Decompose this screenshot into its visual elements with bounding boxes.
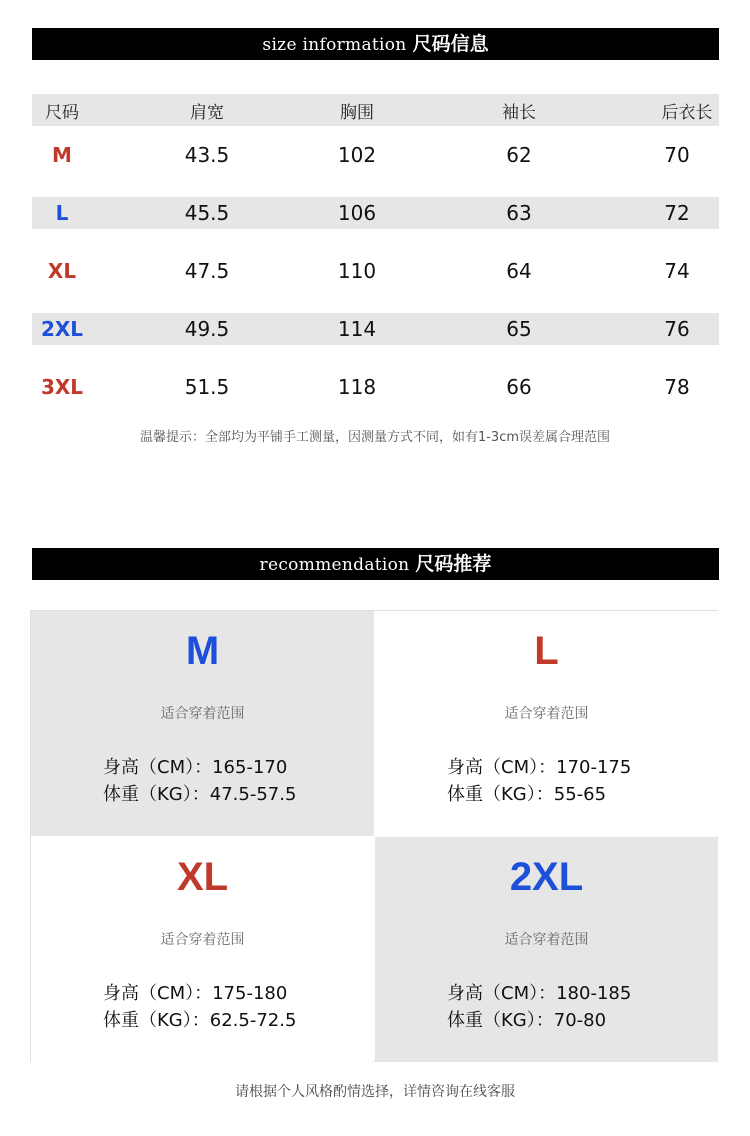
- table-cell: 49.5: [184, 317, 230, 341]
- table-cell: 70: [664, 143, 690, 167]
- card-weight-range: 体重（KG）：47.5-57.5: [103, 784, 297, 805]
- size-table: [32, 94, 719, 416]
- table-row: [32, 197, 719, 229]
- table-cell: 43.5: [184, 143, 230, 167]
- table-header-row: [32, 94, 719, 126]
- table-cell: 118: [337, 375, 377, 399]
- footer-note: 请根据个人风格酌情选择，详情咨询在线客服: [235, 1084, 515, 1100]
- size-label: L: [55, 201, 69, 225]
- header-shoulder: 肩宽: [190, 102, 224, 123]
- table-cell: 65: [506, 317, 532, 341]
- recommendation-card-xl: [31, 837, 374, 1062]
- card-subtitle: 适合穿着范围: [504, 706, 589, 722]
- table-cell: 64: [506, 259, 532, 283]
- table-cell: 51.5: [184, 375, 230, 399]
- table-row: [32, 358, 719, 416]
- card-size-label: 2XL: [509, 855, 584, 899]
- table-cell: 74: [664, 259, 690, 283]
- table-cell: 102: [337, 143, 377, 167]
- table-cell: 72: [664, 201, 690, 225]
- card-subtitle: 适合穿着范围: [504, 932, 589, 948]
- recommendation-title-zh: 尺码推荐: [415, 553, 492, 575]
- table-cell: 47.5: [184, 259, 230, 283]
- card-height-range: 身高（CM）：165-170: [103, 757, 288, 778]
- table-cell: 45.5: [184, 201, 230, 225]
- size-information-title-zh: 尺码信息: [412, 33, 489, 55]
- recommendation-card-2xl: [375, 837, 718, 1062]
- card-subtitle: 适合穿着范围: [160, 932, 245, 948]
- table-cell: 110: [337, 259, 377, 283]
- table-row: [32, 242, 719, 300]
- card-weight-range: 体重（KG）：55-65: [447, 784, 607, 805]
- size-label: 3XL: [40, 375, 84, 399]
- card-weight-range: 体重（KG）：62.5-72.5: [103, 1010, 297, 1031]
- recommendation-grid: [30, 610, 718, 1062]
- size-information-banner: [32, 28, 719, 60]
- card-weight-range: 体重（KG）：70-80: [447, 1010, 607, 1031]
- card-height-range: 身高（CM）：170-175: [447, 757, 632, 778]
- card-size-label: L: [534, 629, 559, 673]
- table-row: [32, 313, 719, 345]
- table-row: [32, 126, 719, 184]
- header-length: 后衣长: [661, 102, 713, 123]
- size-label: M: [52, 143, 72, 167]
- table-cell: 62: [506, 143, 532, 167]
- recommendation-card-l: [375, 611, 718, 836]
- header-sleeve: 袖长: [502, 102, 536, 123]
- size-information-title-en: size information: [262, 35, 407, 55]
- recommendation-banner: [32, 548, 719, 580]
- card-subtitle: 适合穿着范围: [160, 706, 245, 722]
- card-height-range: 身高（CM）：180-185: [447, 983, 632, 1004]
- table-cell: 66: [506, 375, 532, 399]
- card-size-label: M: [185, 629, 220, 673]
- table-cell: 106: [337, 201, 377, 225]
- size-label: XL: [47, 259, 77, 283]
- card-size-label: XL: [176, 855, 229, 899]
- size-label: 2XL: [40, 317, 84, 341]
- recommendation-title-en: recommendation: [259, 555, 410, 575]
- header-size: 尺码: [45, 102, 79, 123]
- recommendation-card-m: [31, 611, 374, 836]
- table-cell: 63: [506, 201, 532, 225]
- measurement-note: 温馨提示：全部均为平铺手工测量，因测量方式不同，如有1-3cm误差属合理范围: [139, 430, 611, 445]
- table-cell: 76: [664, 317, 690, 341]
- table-cell: 114: [337, 317, 377, 341]
- table-cell: 78: [664, 375, 690, 399]
- card-height-range: 身高（CM）：175-180: [103, 983, 288, 1004]
- header-chest: 胸围: [340, 102, 374, 123]
